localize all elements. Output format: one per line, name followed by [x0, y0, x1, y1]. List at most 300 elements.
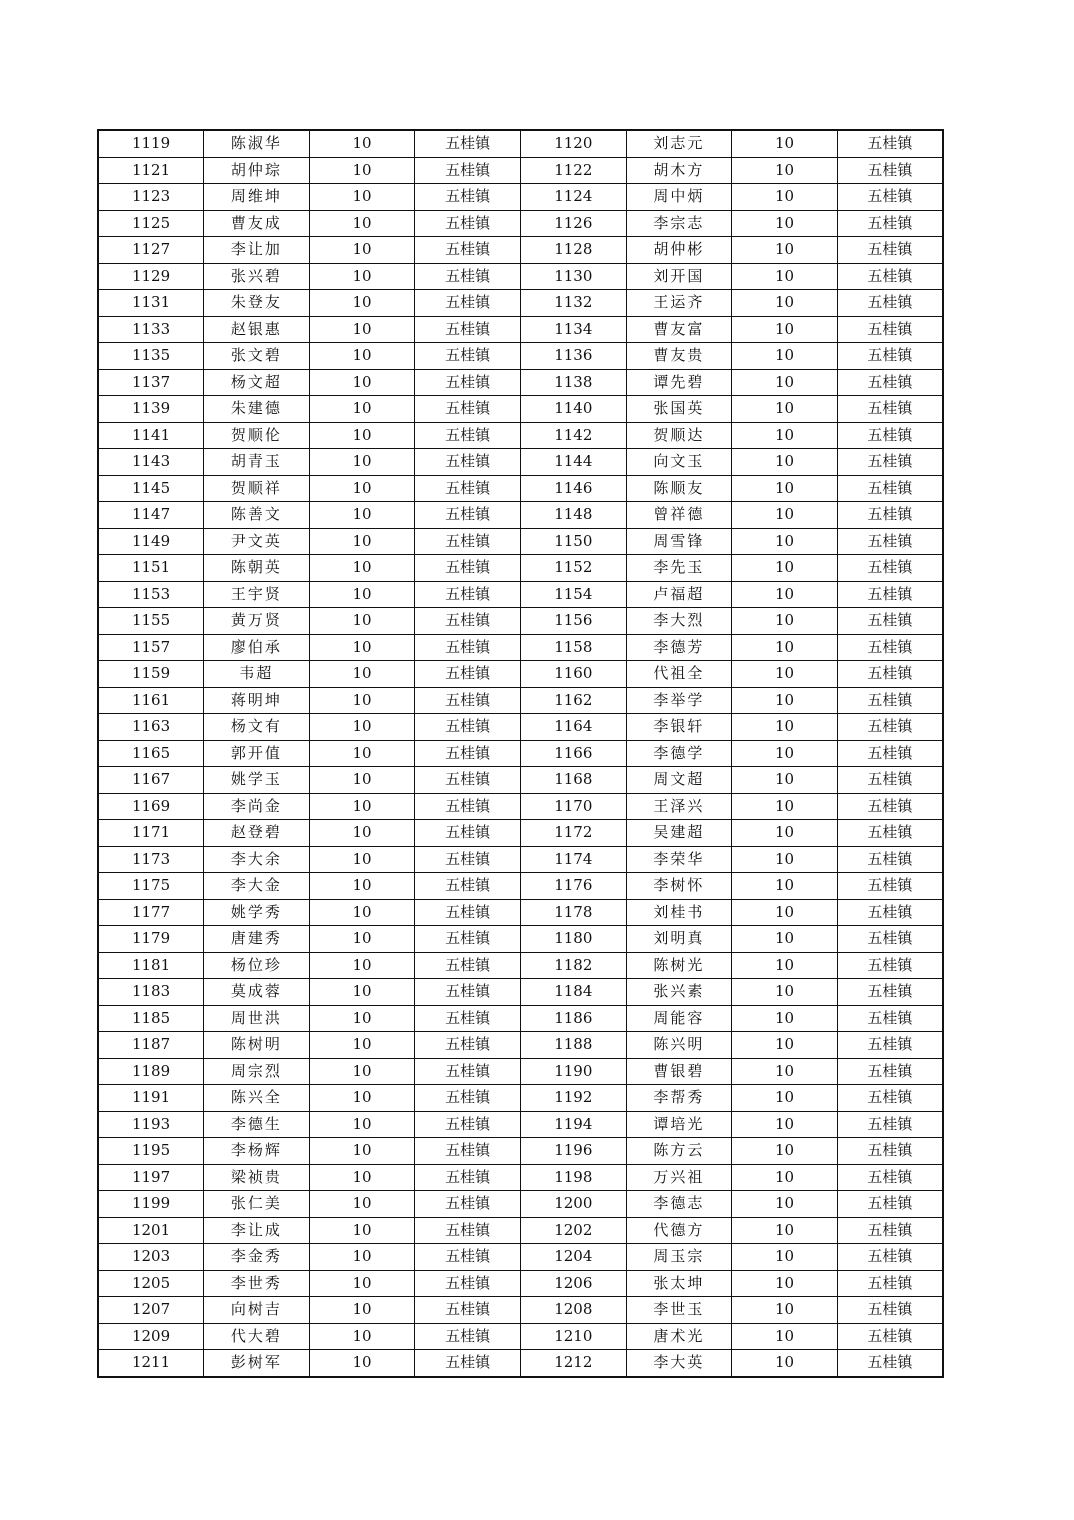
person-name-cell: 曹友富	[626, 316, 732, 343]
person-name-cell: 李大烈	[626, 608, 732, 635]
table-row	[98, 502, 943, 529]
town-cell: 五桂镇	[415, 1270, 521, 1297]
amount-cell: 10	[732, 555, 838, 582]
amount-cell: 10	[732, 1244, 838, 1271]
town-cell: 五桂镇	[415, 1085, 521, 1112]
record-number-cell: 1152	[521, 555, 627, 582]
table-row	[98, 369, 943, 396]
person-name-cell: 陈兴全	[204, 1085, 310, 1112]
record-number-cell: 1183	[98, 979, 204, 1006]
amount-cell: 10	[309, 1032, 415, 1059]
table-row	[98, 1111, 943, 1138]
person-name-cell: 周雪锋	[626, 528, 732, 555]
person-name-cell: 代大碧	[204, 1323, 310, 1350]
table-row	[98, 873, 943, 900]
town-cell: 五桂镇	[415, 528, 521, 555]
amount-cell: 10	[309, 210, 415, 237]
town-cell: 五桂镇	[415, 555, 521, 582]
town-cell: 五桂镇	[415, 846, 521, 873]
town-cell: 五桂镇	[837, 343, 943, 370]
record-number-cell: 1161	[98, 687, 204, 714]
record-number-cell: 1209	[98, 1323, 204, 1350]
town-cell: 五桂镇	[837, 952, 943, 979]
amount-cell: 10	[732, 634, 838, 661]
amount-cell: 10	[732, 581, 838, 608]
amount-cell: 10	[732, 926, 838, 953]
record-number-cell: 1171	[98, 820, 204, 847]
record-number-cell: 1197	[98, 1164, 204, 1191]
record-number-cell: 1185	[98, 1005, 204, 1032]
table-row	[98, 581, 943, 608]
table-row	[98, 846, 943, 873]
amount-cell: 10	[309, 1217, 415, 1244]
table-row	[98, 979, 943, 1006]
amount-cell: 10	[309, 687, 415, 714]
table-row	[98, 316, 943, 343]
roster-table	[97, 129, 944, 1378]
record-number-cell: 1212	[521, 1350, 627, 1377]
person-name-cell: 谭先碧	[626, 369, 732, 396]
town-cell: 五桂镇	[415, 581, 521, 608]
person-name-cell: 李大余	[204, 846, 310, 873]
person-name-cell: 李荣华	[626, 846, 732, 873]
record-number-cell: 1135	[98, 343, 204, 370]
person-name-cell: 杨位珍	[204, 952, 310, 979]
record-number-cell: 1181	[98, 952, 204, 979]
amount-cell: 10	[309, 793, 415, 820]
table-row	[98, 740, 943, 767]
table-row	[98, 1164, 943, 1191]
table-row	[98, 237, 943, 264]
table-row	[98, 608, 943, 635]
person-name-cell: 李先玉	[626, 555, 732, 582]
person-name-cell: 曹友成	[204, 210, 310, 237]
record-number-cell: 1201	[98, 1217, 204, 1244]
amount-cell: 10	[732, 661, 838, 688]
person-name-cell: 王宇贤	[204, 581, 310, 608]
person-name-cell: 彭树军	[204, 1350, 310, 1377]
amount-cell: 10	[732, 210, 838, 237]
record-number-cell: 1156	[521, 608, 627, 635]
table-row	[98, 475, 943, 502]
person-name-cell: 刘志元	[626, 130, 732, 157]
town-cell: 五桂镇	[415, 714, 521, 741]
town-cell: 五桂镇	[837, 1138, 943, 1165]
person-name-cell: 张文碧	[204, 343, 310, 370]
amount-cell: 10	[309, 184, 415, 211]
person-name-cell: 谭培光	[626, 1111, 732, 1138]
amount-cell: 10	[309, 157, 415, 184]
record-number-cell: 1126	[521, 210, 627, 237]
amount-cell: 10	[732, 528, 838, 555]
record-number-cell: 1168	[521, 767, 627, 794]
town-cell: 五桂镇	[837, 396, 943, 423]
amount-cell: 10	[309, 130, 415, 157]
amount-cell: 10	[732, 767, 838, 794]
person-name-cell: 李杨辉	[204, 1138, 310, 1165]
record-number-cell: 1170	[521, 793, 627, 820]
person-name-cell: 赵登碧	[204, 820, 310, 847]
record-number-cell: 1164	[521, 714, 627, 741]
person-name-cell: 陈淑华	[204, 130, 310, 157]
person-name-cell: 尹文英	[204, 528, 310, 555]
amount-cell: 10	[732, 396, 838, 423]
amount-cell: 10	[732, 1111, 838, 1138]
person-name-cell: 李尚金	[204, 793, 310, 820]
town-cell: 五桂镇	[415, 740, 521, 767]
amount-cell: 10	[732, 1191, 838, 1218]
record-number-cell: 1125	[98, 210, 204, 237]
person-name-cell: 李世秀	[204, 1270, 310, 1297]
table-row	[98, 396, 943, 423]
person-name-cell: 胡仲彬	[626, 237, 732, 264]
amount-cell: 10	[309, 899, 415, 926]
town-cell: 五桂镇	[837, 449, 943, 476]
amount-cell: 10	[732, 1164, 838, 1191]
town-cell: 五桂镇	[415, 1005, 521, 1032]
record-number-cell: 1121	[98, 157, 204, 184]
record-number-cell: 1189	[98, 1058, 204, 1085]
town-cell: 五桂镇	[837, 210, 943, 237]
record-number-cell: 1129	[98, 263, 204, 290]
amount-cell: 10	[309, 1058, 415, 1085]
person-name-cell: 贺顺达	[626, 422, 732, 449]
town-cell: 五桂镇	[415, 979, 521, 1006]
person-name-cell: 周世洪	[204, 1005, 310, 1032]
amount-cell: 10	[732, 369, 838, 396]
town-cell: 五桂镇	[837, 316, 943, 343]
town-cell: 五桂镇	[415, 1244, 521, 1271]
record-number-cell: 1211	[98, 1350, 204, 1377]
person-name-cell: 陈方云	[626, 1138, 732, 1165]
person-name-cell: 代德方	[626, 1217, 732, 1244]
person-name-cell: 朱登友	[204, 290, 310, 317]
record-number-cell: 1150	[521, 528, 627, 555]
town-cell: 五桂镇	[837, 263, 943, 290]
table-row	[98, 528, 943, 555]
record-number-cell: 1149	[98, 528, 204, 555]
person-name-cell: 李德芳	[626, 634, 732, 661]
amount-cell: 10	[732, 740, 838, 767]
record-number-cell: 1182	[521, 952, 627, 979]
record-number-cell: 1180	[521, 926, 627, 953]
amount-cell: 10	[732, 687, 838, 714]
amount-cell: 10	[732, 899, 838, 926]
record-number-cell: 1140	[521, 396, 627, 423]
amount-cell: 10	[309, 422, 415, 449]
amount-cell: 10	[309, 952, 415, 979]
town-cell: 五桂镇	[837, 608, 943, 635]
person-name-cell: 周中炳	[626, 184, 732, 211]
amount-cell: 10	[732, 1005, 838, 1032]
record-number-cell: 1160	[521, 661, 627, 688]
record-number-cell: 1153	[98, 581, 204, 608]
record-number-cell: 1154	[521, 581, 627, 608]
town-cell: 五桂镇	[837, 581, 943, 608]
town-cell: 五桂镇	[415, 926, 521, 953]
record-number-cell: 1208	[521, 1297, 627, 1324]
table-row	[98, 1323, 943, 1350]
record-number-cell: 1175	[98, 873, 204, 900]
record-number-cell: 1141	[98, 422, 204, 449]
town-cell: 五桂镇	[415, 687, 521, 714]
record-number-cell: 1172	[521, 820, 627, 847]
town-cell: 五桂镇	[415, 343, 521, 370]
town-cell: 五桂镇	[837, 1191, 943, 1218]
amount-cell: 10	[309, 316, 415, 343]
town-cell: 五桂镇	[837, 555, 943, 582]
record-number-cell: 1122	[521, 157, 627, 184]
person-name-cell: 胡木方	[626, 157, 732, 184]
table-row	[98, 1217, 943, 1244]
town-cell: 五桂镇	[415, 1164, 521, 1191]
amount-cell: 10	[309, 1164, 415, 1191]
record-number-cell: 1119	[98, 130, 204, 157]
person-name-cell: 张兴素	[626, 979, 732, 1006]
amount-cell: 10	[309, 767, 415, 794]
amount-cell: 10	[732, 290, 838, 317]
amount-cell: 10	[732, 157, 838, 184]
person-name-cell: 刘桂书	[626, 899, 732, 926]
town-cell: 五桂镇	[415, 767, 521, 794]
town-cell: 五桂镇	[837, 634, 943, 661]
amount-cell: 10	[309, 714, 415, 741]
table-row	[98, 210, 943, 237]
amount-cell: 10	[732, 184, 838, 211]
table-row	[98, 926, 943, 953]
record-number-cell: 1138	[521, 369, 627, 396]
town-cell: 五桂镇	[415, 263, 521, 290]
record-number-cell: 1203	[98, 1244, 204, 1271]
table-row	[98, 952, 943, 979]
amount-cell: 10	[309, 1244, 415, 1271]
person-name-cell: 王运齐	[626, 290, 732, 317]
amount-cell: 10	[732, 1323, 838, 1350]
person-name-cell: 陈树明	[204, 1032, 310, 1059]
record-number-cell: 1124	[521, 184, 627, 211]
record-number-cell: 1136	[521, 343, 627, 370]
person-name-cell: 张兴碧	[204, 263, 310, 290]
record-number-cell: 1187	[98, 1032, 204, 1059]
amount-cell: 10	[309, 237, 415, 264]
town-cell: 五桂镇	[837, 1270, 943, 1297]
record-number-cell: 1188	[521, 1032, 627, 1059]
person-name-cell: 卢福超	[626, 581, 732, 608]
town-cell: 五桂镇	[415, 290, 521, 317]
table-row	[98, 290, 943, 317]
record-number-cell: 1178	[521, 899, 627, 926]
town-cell: 五桂镇	[837, 740, 943, 767]
person-name-cell: 韦超	[204, 661, 310, 688]
record-number-cell: 1147	[98, 502, 204, 529]
record-number-cell: 1205	[98, 1270, 204, 1297]
amount-cell: 10	[732, 608, 838, 635]
amount-cell: 10	[309, 873, 415, 900]
town-cell: 五桂镇	[837, 1244, 943, 1271]
amount-cell: 10	[309, 979, 415, 1006]
town-cell: 五桂镇	[415, 873, 521, 900]
table-row	[98, 157, 943, 184]
person-name-cell: 李举学	[626, 687, 732, 714]
record-number-cell: 1159	[98, 661, 204, 688]
table-row	[98, 687, 943, 714]
amount-cell: 10	[732, 343, 838, 370]
amount-cell: 10	[309, 926, 415, 953]
person-name-cell: 李宗志	[626, 210, 732, 237]
record-number-cell: 1158	[521, 634, 627, 661]
table-row	[98, 1058, 943, 1085]
record-number-cell: 1120	[521, 130, 627, 157]
record-number-cell: 1176	[521, 873, 627, 900]
record-number-cell: 1130	[521, 263, 627, 290]
record-number-cell: 1202	[521, 1217, 627, 1244]
record-number-cell: 1193	[98, 1111, 204, 1138]
record-number-cell: 1162	[521, 687, 627, 714]
town-cell: 五桂镇	[837, 369, 943, 396]
amount-cell: 10	[309, 1005, 415, 1032]
table-row	[98, 184, 943, 211]
person-name-cell: 杨文超	[204, 369, 310, 396]
town-cell: 五桂镇	[415, 449, 521, 476]
record-number-cell: 1165	[98, 740, 204, 767]
town-cell: 五桂镇	[837, 475, 943, 502]
amount-cell: 10	[732, 1297, 838, 1324]
amount-cell: 10	[309, 1350, 415, 1377]
person-name-cell: 黄万贤	[204, 608, 310, 635]
town-cell: 五桂镇	[837, 130, 943, 157]
amount-cell: 10	[732, 130, 838, 157]
record-number-cell: 1190	[521, 1058, 627, 1085]
town-cell: 五桂镇	[415, 1297, 521, 1324]
town-cell: 五桂镇	[415, 316, 521, 343]
table-row	[98, 661, 943, 688]
person-name-cell: 李银轩	[626, 714, 732, 741]
table-row	[98, 422, 943, 449]
town-cell: 五桂镇	[837, 1297, 943, 1324]
amount-cell: 10	[732, 1270, 838, 1297]
amount-cell: 10	[732, 502, 838, 529]
amount-cell: 10	[309, 661, 415, 688]
amount-cell: 10	[309, 740, 415, 767]
table-row	[98, 634, 943, 661]
town-cell: 五桂镇	[837, 528, 943, 555]
record-number-cell: 1210	[521, 1323, 627, 1350]
table-row	[98, 555, 943, 582]
person-name-cell: 曹银碧	[626, 1058, 732, 1085]
person-name-cell: 杨文有	[204, 714, 310, 741]
amount-cell: 10	[732, 1350, 838, 1377]
town-cell: 五桂镇	[415, 210, 521, 237]
person-name-cell: 陈树光	[626, 952, 732, 979]
table-row	[98, 343, 943, 370]
person-name-cell: 周能容	[626, 1005, 732, 1032]
person-name-cell: 曾祥德	[626, 502, 732, 529]
town-cell: 五桂镇	[415, 1191, 521, 1218]
amount-cell: 10	[309, 1191, 415, 1218]
record-number-cell: 1146	[521, 475, 627, 502]
record-number-cell: 1199	[98, 1191, 204, 1218]
amount-cell: 10	[309, 1323, 415, 1350]
table-row	[98, 1032, 943, 1059]
person-name-cell: 莫成蓉	[204, 979, 310, 1006]
amount-cell: 10	[309, 502, 415, 529]
town-cell: 五桂镇	[837, 873, 943, 900]
person-name-cell: 李帮秀	[626, 1085, 732, 1112]
town-cell: 五桂镇	[837, 1323, 943, 1350]
town-cell: 五桂镇	[837, 237, 943, 264]
person-name-cell: 周玉宗	[626, 1244, 732, 1271]
person-name-cell: 李德志	[626, 1191, 732, 1218]
table-row	[98, 899, 943, 926]
record-number-cell: 1133	[98, 316, 204, 343]
town-cell: 五桂镇	[837, 846, 943, 873]
record-number-cell: 1206	[521, 1270, 627, 1297]
record-number-cell: 1179	[98, 926, 204, 953]
amount-cell: 10	[309, 290, 415, 317]
record-number-cell: 1166	[521, 740, 627, 767]
town-cell: 五桂镇	[837, 502, 943, 529]
amount-cell: 10	[309, 1111, 415, 1138]
amount-cell: 10	[309, 1085, 415, 1112]
town-cell: 五桂镇	[415, 1058, 521, 1085]
record-number-cell: 1127	[98, 237, 204, 264]
record-number-cell: 1163	[98, 714, 204, 741]
amount-cell: 10	[732, 873, 838, 900]
person-name-cell: 李金秀	[204, 1244, 310, 1271]
table-row	[98, 1138, 943, 1165]
person-name-cell: 吴建超	[626, 820, 732, 847]
person-name-cell: 贺顺祥	[204, 475, 310, 502]
person-name-cell: 王泽兴	[626, 793, 732, 820]
record-number-cell: 1139	[98, 396, 204, 423]
town-cell: 五桂镇	[415, 1032, 521, 1059]
town-cell: 五桂镇	[415, 1138, 521, 1165]
town-cell: 五桂镇	[415, 952, 521, 979]
amount-cell: 10	[732, 793, 838, 820]
town-cell: 五桂镇	[415, 396, 521, 423]
amount-cell: 10	[309, 608, 415, 635]
town-cell: 五桂镇	[837, 1085, 943, 1112]
amount-cell: 10	[309, 555, 415, 582]
amount-cell: 10	[309, 846, 415, 873]
town-cell: 五桂镇	[415, 475, 521, 502]
record-number-cell: 1192	[521, 1085, 627, 1112]
amount-cell: 10	[732, 846, 838, 873]
amount-cell: 10	[732, 1138, 838, 1165]
town-cell: 五桂镇	[837, 422, 943, 449]
record-number-cell: 1186	[521, 1005, 627, 1032]
amount-cell: 10	[732, 263, 838, 290]
record-number-cell: 1174	[521, 846, 627, 873]
record-number-cell: 1177	[98, 899, 204, 926]
table-row	[98, 1085, 943, 1112]
person-name-cell: 李大金	[204, 873, 310, 900]
amount-cell: 10	[309, 396, 415, 423]
town-cell: 五桂镇	[415, 661, 521, 688]
record-number-cell: 1132	[521, 290, 627, 317]
town-cell: 五桂镇	[837, 1164, 943, 1191]
person-name-cell: 张国英	[626, 396, 732, 423]
table-row	[98, 449, 943, 476]
town-cell: 五桂镇	[837, 714, 943, 741]
town-cell: 五桂镇	[415, 1350, 521, 1377]
amount-cell: 10	[732, 237, 838, 264]
amount-cell: 10	[732, 820, 838, 847]
amount-cell: 10	[732, 979, 838, 1006]
person-name-cell: 姚学秀	[204, 899, 310, 926]
table-row	[98, 767, 943, 794]
person-name-cell: 代祖全	[626, 661, 732, 688]
